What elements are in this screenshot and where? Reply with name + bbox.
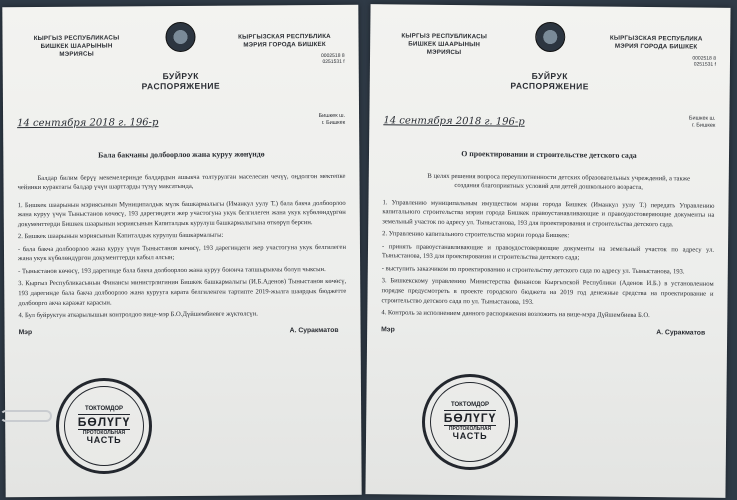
- mayor-label: Мэр: [18, 328, 33, 336]
- paragraph: 2. Управлению капитального строительства мэрии города Бишкек:: [382, 230, 570, 240]
- intro-paragraph: В целях решения вопроса переуплотненности детских образовательных учреждений, а также создания благоприятных условий для детей дошкольного возраста,: [427, 172, 691, 192]
- letterhead-russian: КЫРГЫЗСКАЯ РЕСПУБЛИКА МЭРИЯ ГОРОДА БИШКЕК: [238, 32, 331, 49]
- paragraph: 1. Управлению муниципальным имуществом мэрии города Бишкек (Иманкул уулу Т.) передать Управлению капитального строительства мэрии города Бишкек правоустанавливающие и правоудостоверяющие документы на земельный участок по адресу ул. Тыныстанова, 193 для проектирования и строительства детского сада.: [382, 198, 715, 229]
- mayor-label: Мэр: [381, 325, 395, 334]
- state-emblem-icon: [165, 22, 195, 52]
- paragraph: - выступить заказчиком по проектированию и строительству детского сада по адресу ул. Тыныстанова, 193.: [381, 265, 685, 276]
- document-heading: Бала бакчаны долбоорлоо жана куруу жөнүндө: [98, 148, 265, 160]
- letterhead: [384, 18, 717, 68]
- handwritten-date: 14 сентября 2018 г. 196-р: [17, 116, 159, 129]
- paper-clip: [0, 410, 52, 422]
- letterhead: [16, 19, 344, 65]
- paragraph: 4. Контроль за исполнением данного распоряжения возложить на вице-мэра Дүйшембиева Б.О.: [381, 309, 650, 320]
- letterhead-russian: КЫРГЫЗСКАЯ РЕСПУБЛИКА МЭРИЯ ГОРОДА БИШКЕК: [609, 34, 703, 51]
- paragraph: - принять правоустанавливающие и правоудостоверяющие документы на земельный участок по адресу ул. Тыныстанова, 193 для проектирования и строительства детского сада;: [381, 243, 715, 262]
- letterhead-kyrgyz: КЫРГЫЗ РЕСПУБЛИКАСЫ БИШКЕК ШААРЫНЫН МЭРИЯСЫ: [401, 32, 488, 56]
- signature-row: [19, 326, 347, 335]
- state-emblem-icon: [535, 22, 565, 52]
- registration-number: 0002518 8 0251531 f: [320, 52, 345, 66]
- registration-number: 0002518 8 0251531 f: [692, 55, 717, 68]
- document-body: [381, 171, 715, 322]
- letterhead-kyrgyz: КЫРГЫЗ РЕСПУБЛИКАСЫ БИШКЕК ШААРЫНЫН МЭРИЯСЫ: [33, 34, 120, 58]
- official-stamp: ТОКТОМДОР БӨЛҮГҮ ПРОТОКОЛЬНАЯ ЧАСТЬ: [422, 374, 518, 470]
- paragraph: 3. Бишкекскому управлению Министерства финансов Кыргызской Республики (Аденов И.Б.) в установленном порядке предусмотреть в проекте городского бюджета на 2019 год денежные средства на проектирование и строительство детского сада по ул. Тыныстанова, 193.: [381, 277, 714, 306]
- paragraph: 4. Бул буйруктун аткарылышын контролдоо вице-мэр Б.О.Дүйшембиевге жүктөлсүн.: [18, 310, 258, 320]
- order-title: БУЙРУК РАСПОРЯЖЕНИЕ: [141, 70, 221, 92]
- document-body: [17, 171, 346, 320]
- date-row: [17, 100, 345, 128]
- handwritten-date: 14 сентября 2018 г. 196-р: [383, 114, 525, 128]
- paragraph: 1. Бишкек шаарынын мэриясынын Муниципалдык мүлк башкармалыгы (Иманкул уулу Т.) бала бакча долбоорлоо жана куруу үчүн Тыныстанов көчөсү, 193 дарегиндеги жер участогуна укук белгилеген жана укук күбөлөндүргөн документтерди Бишкек шаарынын мэриясынын Капиталдык курулуш башкармалыгына өткөрүп берсин.: [17, 199, 346, 228]
- intro-paragraph: Балдар билим берүү мекемелеринде балдардын ашыкча толтурулган маселесин чечүү, оңдолгон мектепке чейинки курактагы балдар үчүн шарттарды түзүү максатында,: [17, 172, 346, 192]
- signature-row: [381, 326, 713, 336]
- place: Бишкек ш. г. Бишкек: [318, 112, 346, 126]
- paragraph: 2. Бишкек шаарынын мэриясынын Капиталдык курулуш башкармалыгы:: [17, 231, 224, 241]
- document-page-russian: [365, 4, 730, 498]
- official-stamp: ТОКТОМДОР БӨЛҮГҮ ПРОТОКОЛЬНАЯ ЧАСТЬ: [56, 378, 152, 474]
- place: Бишкек ш. г. Бишкек: [688, 115, 716, 129]
- paragraph: 3. Кыргыз Республикасынын Финансы министрлигинин Бишкек башкармалыгы (И.Б.Аденов) Тыныстанов көчөсү, 193 дарегинде бала бакча долбоорлоо жана курууга карата белгиленген тартипте 2019-жылга шаардык бюджетте долбоорго акча каражат карасын.: [18, 278, 347, 307]
- order-title: БУЙРУК РАСПОРЯЖЕНИЕ: [510, 70, 590, 92]
- paragraph: - бала бакча долбоорлоо жана куруу үчүн Тыныстанов көчөсү, 193 дарегиндеги жер участогуна укук белгилеген жана укук күбөлөндүргөн документтерди кабыл алсын;: [17, 243, 347, 263]
- document-heading: О проектировании и строительстве детского сада: [461, 148, 637, 160]
- signer-name: А. Суракматов: [289, 326, 339, 334]
- signer-name: А. Суракматов: [656, 328, 706, 337]
- paragraph: - Тыныстанов көчөсү, 193 дарегинде бала бакча долбоорлоо жана куруу боюнча тапшырыкчы болуп чыксын.: [18, 265, 326, 276]
- date-row: [383, 100, 715, 129]
